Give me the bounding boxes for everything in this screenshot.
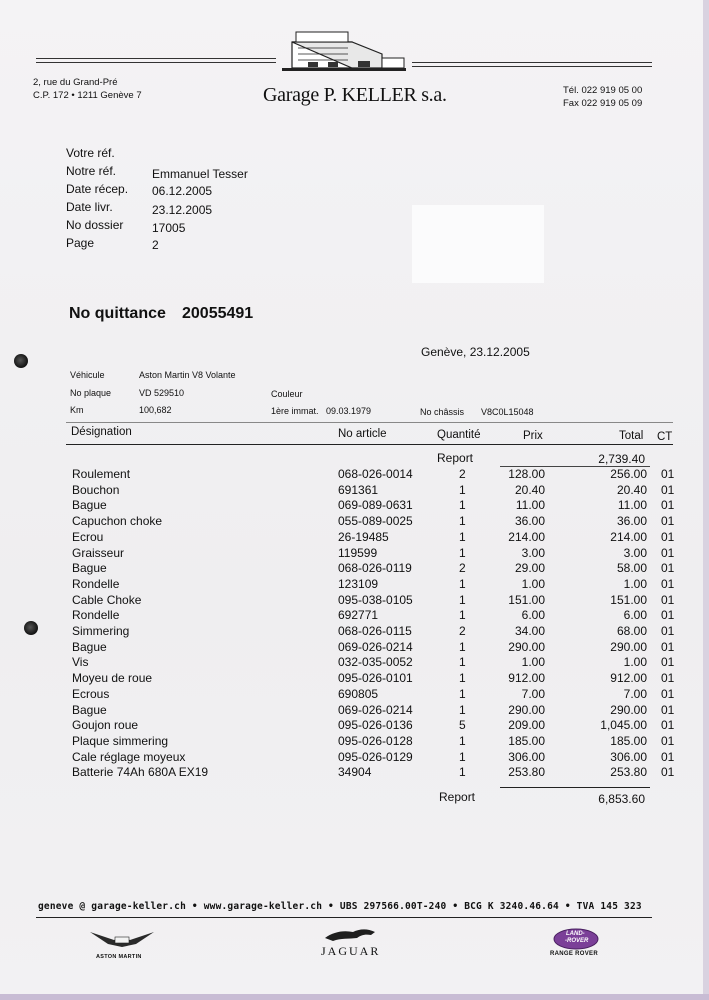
jaguar-caption: JAGUAR <box>321 944 381 958</box>
punch-hole-top <box>14 354 28 368</box>
page-label: Page <box>66 236 95 250</box>
cell-total: 1,045.00 <box>600 718 647 733</box>
cell-designation: Cable Choke <box>72 592 142 607</box>
table-header-rule <box>66 444 673 445</box>
cell-total: 20.40 <box>616 482 647 497</box>
cell-price: 7.00 <box>521 686 545 701</box>
date-recep-label: Date récep. <box>66 182 129 196</box>
cell-price: 151.00 <box>508 592 545 607</box>
cell-total: 1.00 <box>623 576 647 591</box>
cell-designation: Bouchon <box>72 482 120 497</box>
cell-price: 290.00 <box>508 702 545 717</box>
cell-designation: Roulement <box>72 467 131 481</box>
cell-total: 3.00 <box>623 545 647 560</box>
table-row <box>0 546 709 562</box>
plaque-label: No plaque <box>70 388 112 398</box>
report-in-label: Report <box>437 451 474 465</box>
immat-value: 09.03.1979 <box>326 406 372 416</box>
table-row <box>0 498 709 514</box>
cell-ct: 01 <box>661 482 675 497</box>
table-row <box>0 703 709 719</box>
header-rule-left-2 <box>36 62 276 63</box>
table-row <box>0 640 709 656</box>
cell-designation: Bague <box>72 498 107 513</box>
cell-article: 26-19485 <box>338 529 389 544</box>
table-row <box>0 561 709 577</box>
cell-designation: Cale réglage moyeux <box>72 749 186 764</box>
cell-designation: Batterie 74Ah 680A EX19 <box>72 765 209 780</box>
cell-quantity: 1 <box>459 671 466 686</box>
cell-price: 290.00 <box>508 639 545 654</box>
cell-ct: 01 <box>661 529 675 544</box>
couleur-label: Couleur <box>271 389 303 399</box>
table-row <box>0 467 709 483</box>
cell-quantity: 2 <box>459 467 466 481</box>
redacted-address-box <box>412 205 544 283</box>
cell-quantity: 1 <box>459 765 466 780</box>
cell-price: 20.40 <box>514 482 545 497</box>
cell-ct: 01 <box>661 561 675 576</box>
company-name: Garage P. KELLER s.a. <box>263 84 447 106</box>
footer-rule <box>36 917 652 918</box>
cell-quantity: 1 <box>459 655 466 670</box>
header-rule-left <box>36 58 276 59</box>
cell-designation: Rondelle <box>72 576 120 591</box>
page-edge-bottom <box>0 994 709 1000</box>
cell-ct: 01 <box>661 749 675 764</box>
cell-article: 095-026-0129 <box>338 749 413 764</box>
cell-designation: Ecrous <box>72 686 110 701</box>
cell-price: 3.00 <box>521 545 545 560</box>
table-row <box>0 593 709 609</box>
cell-designation: Goujon roue <box>72 718 139 733</box>
cell-price: 209.00 <box>508 718 545 733</box>
cell-total: 214.00 <box>610 529 647 544</box>
table-row <box>0 483 709 499</box>
cell-ct: 01 <box>661 765 675 780</box>
cell-article: 095-038-0105 <box>338 592 413 607</box>
cell-designation: Plaque simmering <box>72 733 169 748</box>
cell-article: 068-026-0014 <box>338 467 413 481</box>
notre-ref-label: Notre réf. <box>66 164 117 178</box>
cell-price: 36.00 <box>514 514 545 529</box>
chassis-label: No châssis <box>420 407 465 417</box>
cell-total: 290.00 <box>610 702 647 717</box>
cell-total: 912.00 <box>610 671 647 686</box>
cell-price: 253.80 <box>508 765 545 780</box>
vehicule-label: Véhicule <box>70 370 105 380</box>
notre-ref-value: Emmanuel Tesser <box>152 167 248 181</box>
range-rover-caption: RANGE ROVER <box>550 951 598 957</box>
quittance-label: No quittance <box>69 305 166 322</box>
fax-number: Fax 022 919 05 09 <box>563 98 643 109</box>
cell-ct: 01 <box>661 624 675 638</box>
cell-designation: Graisseur <box>72 545 125 560</box>
cell-quantity: 1 <box>459 498 466 513</box>
cell-quantity: 1 <box>459 529 466 544</box>
cell-total: 1.00 <box>623 655 647 670</box>
col-quantite: Quantité <box>437 429 481 441</box>
col-ct: CT <box>657 431 673 443</box>
cell-article: 119599 <box>338 545 378 560</box>
plaque-value: VD 529510 <box>139 388 185 398</box>
cell-ct: 01 <box>661 718 675 733</box>
cell-quantity: 1 <box>459 686 466 701</box>
table-row <box>0 765 709 781</box>
immat-label: 1ère immat. <box>271 406 319 416</box>
phone-number: Tél. 022 919 05 00 <box>563 85 643 96</box>
date-livr-label: Date livr. <box>66 200 113 214</box>
cell-ct: 01 <box>661 655 675 670</box>
cell-total: 36.00 <box>616 514 647 529</box>
table-row <box>0 655 709 671</box>
quittance-number: 20055491 <box>182 305 254 322</box>
cell-article: 069-026-0214 <box>338 639 413 654</box>
cell-price: 185.00 <box>508 733 545 748</box>
cell-designation: Vis <box>72 655 89 670</box>
cell-price: 912.00 <box>508 671 545 686</box>
cell-quantity: 5 <box>459 718 466 733</box>
cell-total: 290.00 <box>610 639 647 654</box>
cell-total: 58.00 <box>616 561 647 576</box>
cell-designation: Bague <box>72 702 107 717</box>
cell-quantity: 1 <box>459 733 466 748</box>
cell-article: 123109 <box>338 576 379 591</box>
address-line-1: 2, rue du Grand-Pré <box>33 77 118 88</box>
place-date: Genève, 23.12.2005 <box>421 345 530 359</box>
garage-building-icon <box>278 28 410 78</box>
cell-ct: 01 <box>661 576 675 591</box>
cell-designation: Moyeu de roue <box>72 671 153 686</box>
cell-total: 6.00 <box>623 608 647 623</box>
no-dossier-label: No dossier <box>66 218 124 232</box>
cell-price: 29.00 <box>514 561 545 576</box>
cell-price: 214.00 <box>508 529 545 544</box>
cell-ct: 01 <box>661 514 675 529</box>
page-value: 2 <box>152 238 159 252</box>
votre-ref-label: Votre réf. <box>66 146 115 160</box>
cell-total: 185.00 <box>610 733 647 748</box>
cell-ct: 01 <box>661 545 675 560</box>
cell-quantity: 1 <box>459 702 466 717</box>
cell-article: 692771 <box>338 608 379 623</box>
cell-price: 128.00 <box>508 467 545 481</box>
aston-martin-caption: ASTON MARTIN <box>96 954 142 960</box>
cell-quantity: 1 <box>459 608 466 623</box>
cell-total: 7.00 <box>623 686 647 701</box>
chassis-value: V8C0L15048 <box>481 407 534 417</box>
table-row <box>0 671 709 687</box>
table-row <box>0 530 709 546</box>
table-row <box>0 734 709 750</box>
table-row <box>0 608 709 624</box>
col-designation: Désignation <box>71 426 132 438</box>
col-total: Total <box>619 430 644 442</box>
report-out-label: Report <box>439 790 476 804</box>
col-article: No article <box>338 428 387 440</box>
cell-quantity: 2 <box>459 561 466 576</box>
address-line-2: C.P. 172 • 1211 Genève 7 <box>33 90 142 101</box>
report-out-rule <box>500 787 650 788</box>
cell-article: 069-089-0631 <box>338 498 413 513</box>
date-livr-value: 23.12.2005 <box>152 203 213 217</box>
header-rule-right-2 <box>412 66 652 67</box>
km-label: Km <box>70 405 84 415</box>
table-row <box>0 624 709 640</box>
cell-ct: 01 <box>661 467 675 481</box>
date-recep-value: 06.12.2005 <box>152 184 213 198</box>
cell-ct: 01 <box>661 686 675 701</box>
cell-article: 690805 <box>338 686 379 701</box>
table-top-rule <box>66 422 673 423</box>
cell-ct: 01 <box>661 733 675 748</box>
cell-article: 095-026-0128 <box>338 733 413 748</box>
cell-total: 306.00 <box>610 749 647 764</box>
vehicule-value: Aston Martin V8 Volante <box>139 370 236 380</box>
cell-article: 069-026-0214 <box>338 702 413 717</box>
cell-article: 095-026-0101 <box>338 671 413 686</box>
report-in-value: 2,739.40 <box>598 452 645 466</box>
table-row <box>0 687 709 703</box>
cell-article: 095-026-0136 <box>338 718 413 733</box>
cell-article: 068-026-0115 <box>338 624 412 638</box>
cell-quantity: 1 <box>459 545 466 560</box>
cell-price: 11.00 <box>515 498 545 513</box>
cell-quantity: 1 <box>459 514 466 529</box>
cell-ct: 01 <box>661 671 675 686</box>
cell-designation: Bague <box>72 639 107 654</box>
report-out-value: 6,853.60 <box>598 792 645 806</box>
cell-total: 151.00 <box>610 592 647 607</box>
cell-quantity: 2 <box>459 624 466 638</box>
no-dossier-value: 17005 <box>152 221 186 235</box>
cell-article: 032-035-0052 <box>338 655 413 670</box>
jaguar-leaper-icon <box>323 926 379 944</box>
footer-contact-line: geneve @ garage-keller.ch • www.garage-keller.ch • UBS 297566.00T-240 • BCG K 3240.46.64 • TVA 145 323 <box>38 901 642 912</box>
cell-quantity: 1 <box>459 639 466 654</box>
cell-quantity: 1 <box>459 482 466 497</box>
cell-quantity: 1 <box>459 749 466 764</box>
table-row <box>0 514 709 530</box>
cell-designation: Rondelle <box>72 608 120 623</box>
cell-total: 68.00 <box>616 624 647 638</box>
cell-price: 306.00 <box>508 749 545 764</box>
cell-designation: Ecrou <box>72 529 104 544</box>
col-prix: Prix <box>523 430 543 442</box>
cell-price: 1.00 <box>521 576 545 591</box>
cell-designation: Bague <box>72 561 107 576</box>
land-rover-badge-line2: -ROVER <box>565 938 589 944</box>
cell-article: 055-089-0025 <box>338 514 413 529</box>
table-row <box>0 750 709 766</box>
cell-designation: Capuchon choke <box>72 514 163 529</box>
header-rule-right <box>412 62 652 63</box>
table-row <box>0 718 709 734</box>
cell-article: 691361 <box>338 482 379 497</box>
cell-price: 34.00 <box>514 624 545 638</box>
table-row <box>0 577 709 593</box>
cell-ct: 01 <box>661 702 675 717</box>
cell-quantity: 1 <box>459 576 466 591</box>
cell-ct: 01 <box>661 608 675 623</box>
cell-article: 34904 <box>338 765 372 780</box>
cell-price: 1.00 <box>521 655 545 670</box>
cell-designation: Simmering <box>72 624 130 638</box>
cell-price: 6.00 <box>521 608 545 623</box>
cell-ct: 01 <box>661 498 675 513</box>
cell-article: 068-026-0119 <box>338 561 412 576</box>
cell-total: 256.00 <box>610 467 647 481</box>
cell-ct: 01 <box>661 592 675 607</box>
cell-ct: 01 <box>661 639 675 654</box>
cell-total: 253.80 <box>610 765 647 780</box>
aston-martin-wings-icon <box>88 928 156 950</box>
cell-total: 11.00 <box>617 498 647 513</box>
land-rover-badge-line1: LAND- <box>566 931 585 937</box>
cell-quantity: 1 <box>459 592 466 607</box>
km-value: 100,682 <box>139 405 172 415</box>
